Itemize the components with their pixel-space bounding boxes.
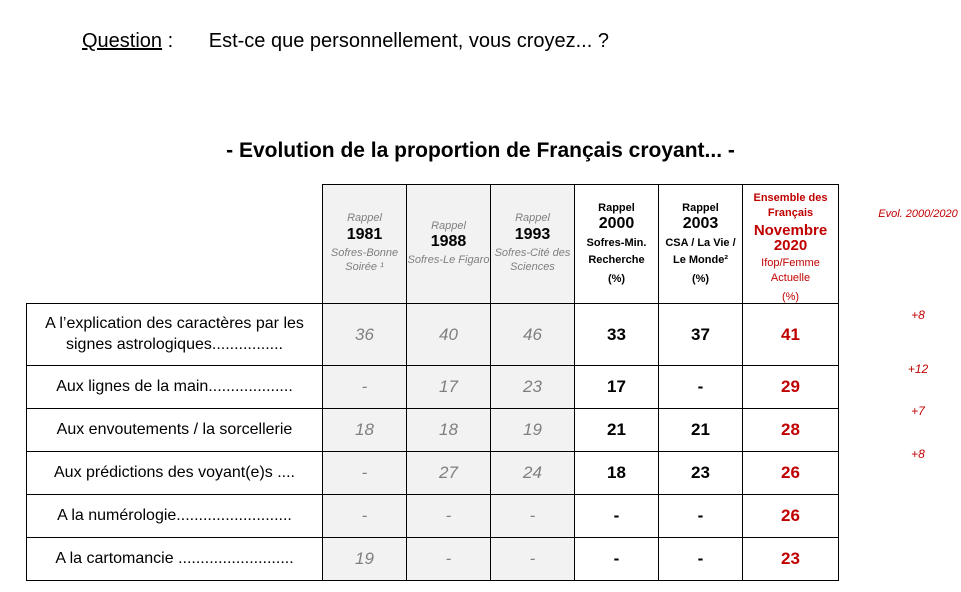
cell-1993: 24	[491, 452, 575, 495]
cell-2020: 23	[743, 538, 839, 581]
cell-1981: -	[323, 366, 407, 409]
evol-header: Evol. 2000/2020	[878, 208, 958, 220]
cell-2003: 37	[659, 304, 743, 366]
col-year: Novembre 2020	[753, 221, 828, 255]
cell-1988: -	[407, 495, 491, 538]
cell-2020: 28	[743, 409, 839, 452]
table-title: - Evolution de la proportion de Français croyant... -	[226, 139, 735, 162]
question-text: Est-ce que personnellement, vous croyez... ?	[208, 30, 609, 52]
question-line	[82, 30, 609, 53]
cell-1988: 40	[407, 304, 491, 366]
cell-2003: -	[659, 538, 743, 581]
col-ensemble: Ensemble des Français	[753, 192, 828, 219]
cell-1988: 18	[407, 409, 491, 452]
cell-1981: -	[323, 495, 407, 538]
col-rappel: Rappel	[598, 201, 635, 214]
cell-2000: 17	[575, 366, 659, 409]
col-year: 1993	[514, 225, 551, 243]
col-pct: (%)	[607, 273, 626, 286]
cell-2003: 21	[659, 409, 743, 452]
cell-2020: 26	[743, 452, 839, 495]
cell-2003: -	[659, 495, 743, 538]
evol-value: +12	[907, 362, 929, 376]
table-row	[27, 495, 839, 538]
cell-1981: 36	[323, 304, 407, 366]
cell-2020: 26	[743, 495, 839, 538]
row-label: A la numérologie..........................	[27, 495, 323, 538]
cell-1993: 19	[491, 409, 575, 452]
col-pct: (%)	[691, 273, 710, 286]
col-source: CSA / La Vie / Le Monde²	[665, 237, 736, 266]
cell-1993: 46	[491, 304, 575, 366]
col-source: Sofres-Cité des Sciences	[494, 246, 571, 274]
col-year: 1981	[346, 225, 383, 243]
col-source: Sofres-Le Figaro	[407, 253, 490, 266]
cell-1981: -	[323, 452, 407, 495]
col-rappel: Rappel	[431, 219, 466, 232]
col-source: Ifop/Femme Actuelle	[761, 257, 820, 285]
col-pct: (%)	[781, 290, 800, 303]
cell-1981: 19	[323, 538, 407, 581]
col-rappel: Rappel	[347, 212, 382, 225]
col-rappel: Rappel	[515, 212, 550, 225]
row-label: A l’explication des caractères par les signes astrologiques................	[27, 304, 323, 366]
table-row	[27, 304, 839, 366]
col-year: 2003	[682, 215, 719, 233]
question-colon: :	[167, 30, 174, 52]
question-label: Question	[82, 30, 163, 52]
table-row	[27, 366, 839, 409]
cell-2020: 41	[743, 304, 839, 366]
table-row	[27, 538, 839, 581]
cell-1993: 23	[491, 366, 575, 409]
header-corner	[27, 185, 323, 304]
cell-1993: -	[491, 538, 575, 581]
cell-2003: 23	[659, 452, 743, 495]
col-header-1981	[323, 185, 407, 304]
cell-2003: -	[659, 366, 743, 409]
evol-value: +8	[911, 308, 925, 322]
col-header-2003	[659, 185, 743, 304]
cell-1981: 18	[323, 409, 407, 452]
row-label: Aux lignes de la main...................	[27, 366, 323, 409]
header-row	[27, 185, 839, 304]
col-source: Sofres-Min. Recherche	[586, 237, 647, 266]
cell-2020: 29	[743, 366, 839, 409]
row-label: A la cartomancie ..........................	[27, 538, 323, 581]
col-header-2000	[575, 185, 659, 304]
col-header-1993	[491, 185, 575, 304]
cell-2000: 33	[575, 304, 659, 366]
table-row	[27, 452, 839, 495]
col-year: 1988	[430, 233, 467, 251]
col-header-1988	[407, 185, 491, 304]
col-source: Sofres-Bonne Soirée ¹	[330, 246, 399, 274]
cell-2000: 18	[575, 452, 659, 495]
cell-1988: 17	[407, 366, 491, 409]
col-header-2020	[743, 185, 839, 304]
cell-2000: -	[575, 495, 659, 538]
row-label: Aux prédictions des voyant(e)s ....	[27, 452, 323, 495]
results-table	[26, 184, 839, 581]
cell-2000: 21	[575, 409, 659, 452]
col-rappel: Rappel	[682, 201, 719, 214]
cell-2000: -	[575, 538, 659, 581]
evol-value: +7	[911, 404, 925, 418]
row-label: Aux envoutements / la sorcellerie	[27, 409, 323, 452]
cell-1993: -	[491, 495, 575, 538]
cell-1988: 27	[407, 452, 491, 495]
col-year: 2000	[598, 215, 635, 233]
table-row	[27, 409, 839, 452]
cell-1988: -	[407, 538, 491, 581]
evol-value: +8	[911, 447, 925, 461]
